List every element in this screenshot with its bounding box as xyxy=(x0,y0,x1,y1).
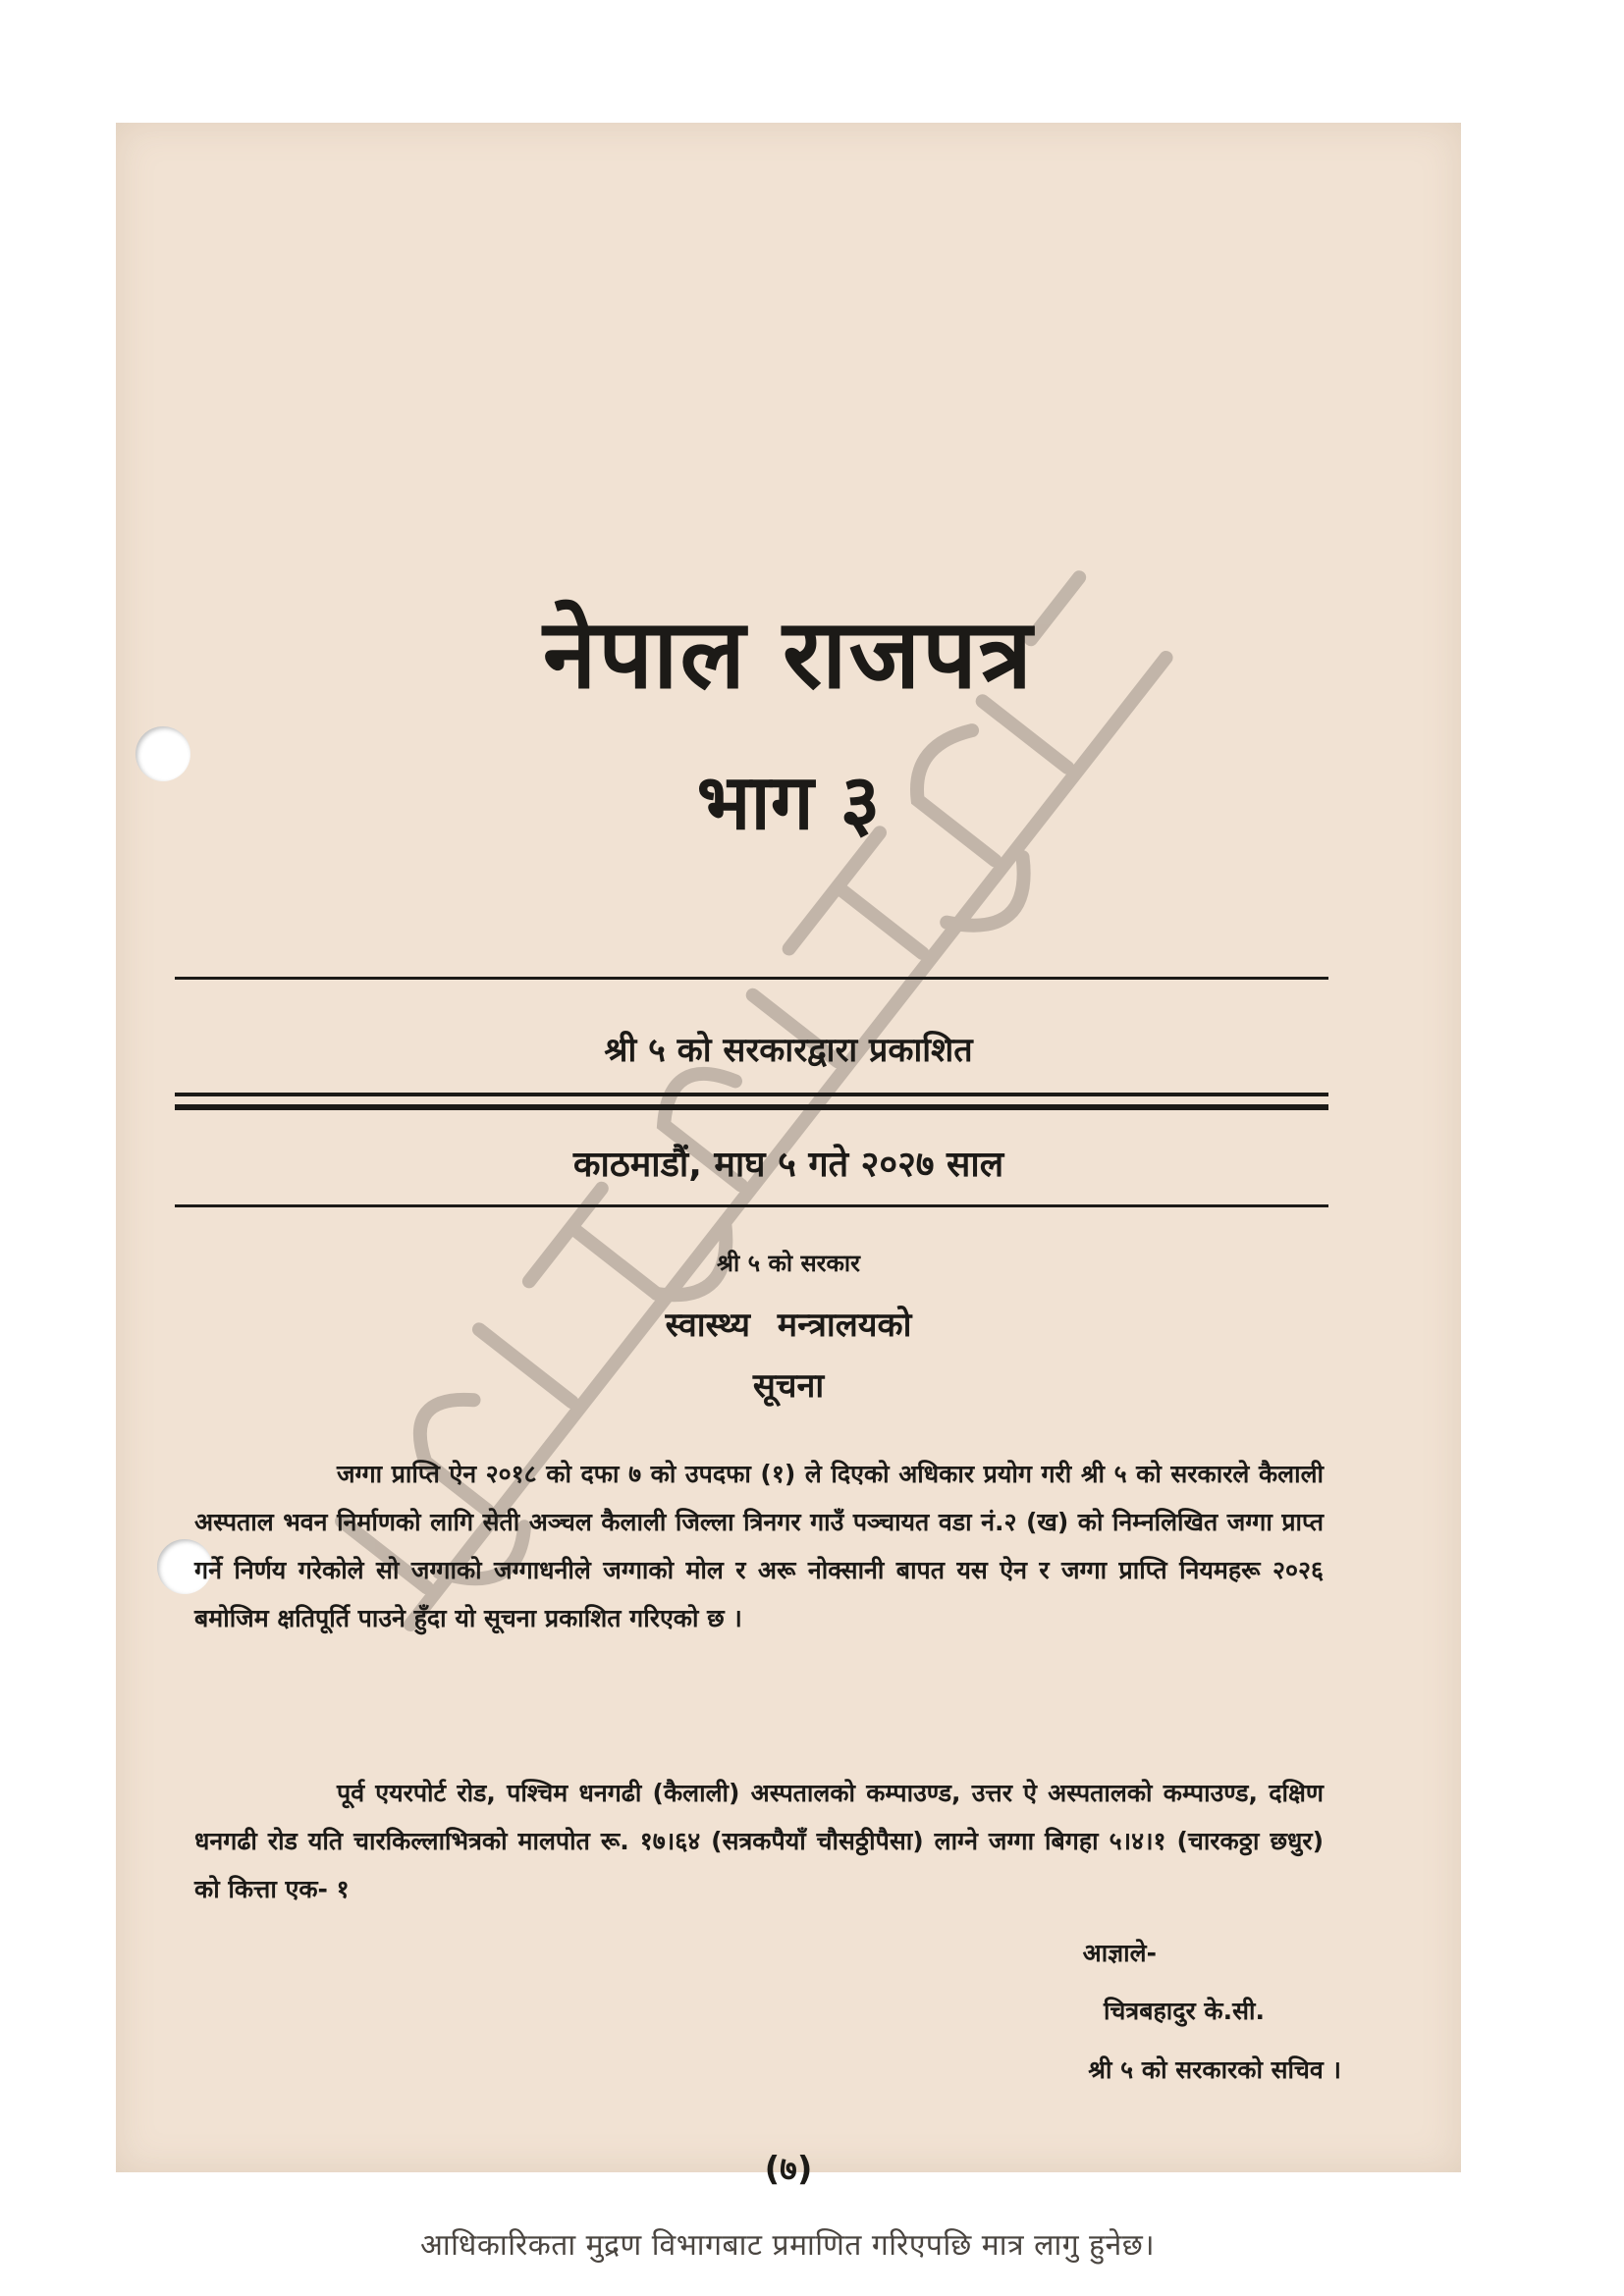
signatory-title: श्री ५ को सरकारको सचिव । xyxy=(1088,2056,1341,2084)
notice-heading: सूचना xyxy=(752,1366,825,1406)
government-label: श्री ५ को सरकार xyxy=(717,1250,860,1277)
gazette-title: नेपाल राजपत्र xyxy=(543,599,1034,711)
header-rule-4 xyxy=(175,1204,1328,1207)
by-order-label: आज्ञाले- xyxy=(1082,1939,1157,1967)
page-number: (७) xyxy=(764,2150,813,2189)
notice-paragraph-2: पूर्व एयरपोर्ट रोड, पश्चिम धनगढी (कैलाली) अस्पतालको कम्पाउण्ड, उत्तर ऐ अस्पतालको कम्पाउण्ड, दक्षिण धनगढी रोड यति चारकिल्लाभित्रको मालपोत रू. १७।६४ (सत्रकपैयाँ चौसठ्ठीपैसा) लाग्ने जग्गा बिगहा ५।४।१ (चारकठ्ठा छधुर) को कित्ता एक- १ xyxy=(194,1779,1324,1903)
notice-paragraph-1: जग्गा प्राप्ति ऐन २०१८ को दफा ७ को उपदफा (१) ले दिएको अधिकार प्रयोग गरी श्री ५ को सरकारले कैलाली अस्पताल भवन निर्माणको लागि सेती अञ्चल कैलाली जिल्ला त्रिनगर गाउँ पञ्चायत वडा नं.२ (ख) को निम्नलिखित जग्गा प्राप्त गर्ने निर्णय गरेकोले सो जग्गाको जग्गाधनीले जग्गाको मोल र अरू नोक्सानी बापत यस ऐन र जग्गा प्राप्ति नियमहरू २०२६ बमोजिम क्षतिपूर्ति पाउने हुँदा यो सूचना प्रकाशित गरिएको छ । xyxy=(194,1460,1324,1632)
footer-note: आधिकारिकता मुद्रण विभागबाट प्रमाणित गरिएपछि मात्र लागु हुनेछ। xyxy=(420,2228,1156,2263)
publisher-line: श्री ५ को सरकारद्वारा प्रकाशित xyxy=(604,1031,973,1070)
place-date: काठमाडौं, माघ ५ गते २०२७ साल xyxy=(572,1145,1004,1185)
ministry-label: स्वास्थ्य मन्त्रालयको xyxy=(665,1306,912,1345)
signatory-name: चित्रबहादुर के.सी. xyxy=(1104,1997,1265,2025)
gazette-page xyxy=(116,123,1461,2263)
header-rule-3 xyxy=(175,1104,1328,1110)
gazette-part: भाग ३ xyxy=(696,759,881,847)
header-rule-2 xyxy=(175,1093,1328,1096)
header-rule-1 xyxy=(175,977,1328,980)
